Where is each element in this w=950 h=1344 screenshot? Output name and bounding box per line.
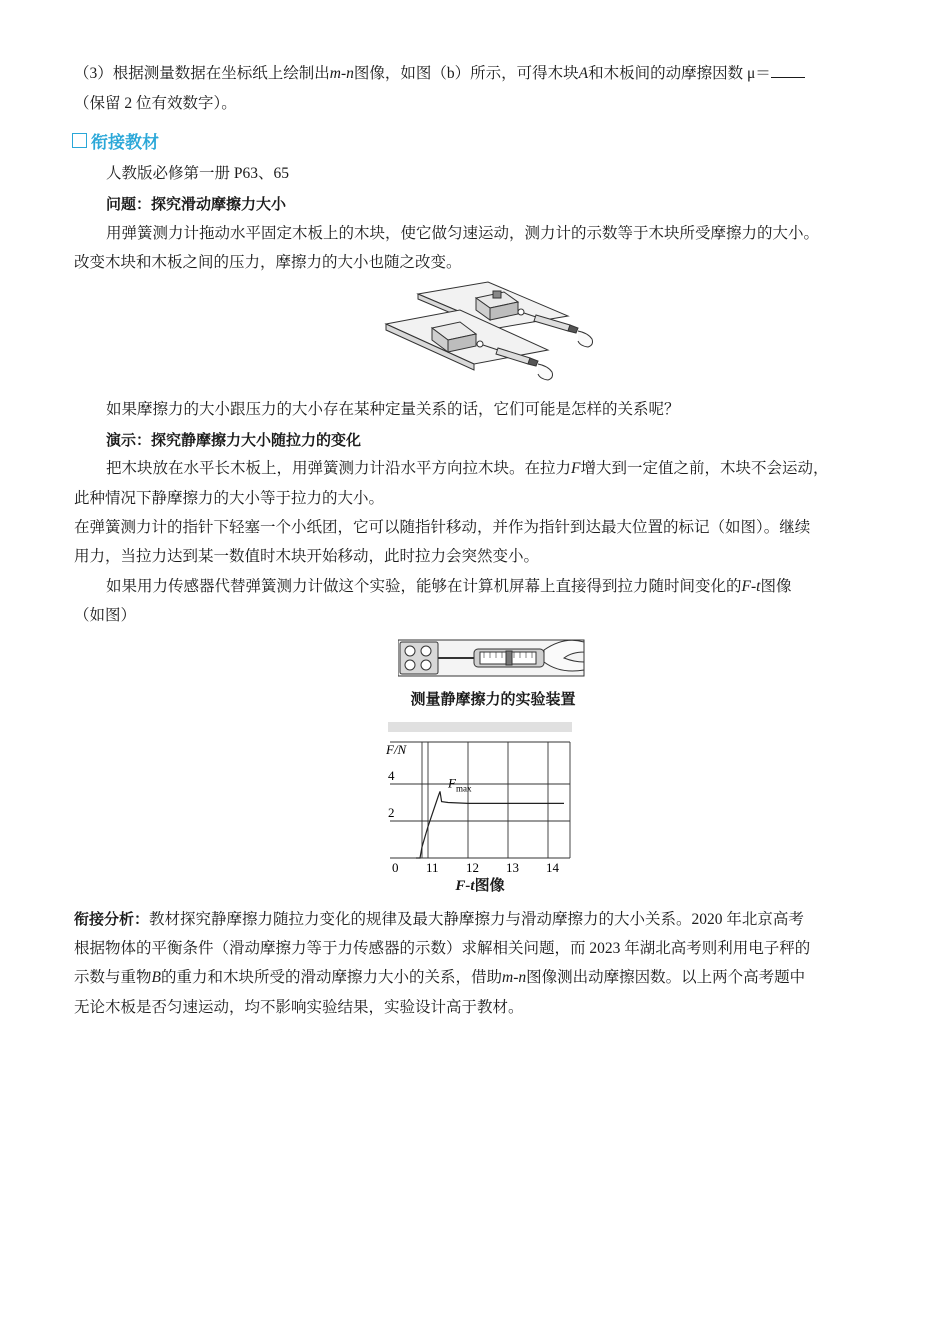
y-tick-label: 4 (388, 768, 395, 783)
ft-chart (380, 720, 580, 876)
problem-title: 问题：探究滑动摩擦力大小 (106, 195, 287, 213)
x-tick-label: 12 (466, 860, 479, 875)
y-axis-label: F/N (386, 742, 407, 757)
force-series-line (416, 791, 564, 858)
para3-line1: 如果用力传感器代替弹簧测力计做这个实验，能够在计算机屏幕上直接得到拉力随时间变化的F-t图像 (106, 578, 792, 595)
analysis-line3: 示数与重物B的重力和木块所受的滑动摩擦力大小的关系，借助m-n图像测出动摩擦因数。以上两个高考题中 (74, 969, 806, 986)
analysis-line1: 衔接分析：教材探究静摩擦力随拉力变化的规律及最大静摩擦力与滑动摩擦力的大小关系。2020 年北京高考 (74, 910, 804, 928)
para2-line3: 在弹簧测力计的指针下轻塞一个小纸团，它可以随指针移动，并作为指针到达最大位置的标记（如图）。继续 (74, 519, 811, 536)
checkbox-square-icon (72, 133, 87, 148)
chart-top-bar (388, 722, 572, 732)
demo-title: 演示：探究静摩擦力大小随拉力的变化 (106, 431, 362, 449)
x-tick-label: 14 (546, 860, 559, 875)
y-tick-label: 2 (388, 805, 395, 820)
x-tick-label: 11 (426, 860, 439, 875)
q3-line-2: （保留 2 位有效数字）。 (74, 95, 237, 112)
para2-line1: 把木块放在水平长木板上，用弹簧测力计沿水平方向拉木块。在拉力F增大到一定值之前，木块不会运动， (106, 460, 829, 477)
analysis-label: 衔接分析： (74, 910, 150, 928)
question-text: 如果摩擦力的大小跟压力的大小存在某种定量关系的话，它们可能是怎样的关系呢？ (106, 401, 680, 418)
textbook-ref: 人教版必修第一册 P63、65 (106, 165, 289, 182)
answer-blank[interactable] (771, 63, 805, 78)
para1-line1: 用弹簧测力计拖动水平固定木板上的木块，使它做匀速运动，测力计的示数等于木块所受摩擦力的大小。 (106, 225, 820, 242)
q3-line-1: （3）根据测量数据在坐标纸上绘制出m-n图像，如图（b）所示，可得木块A和木板间的动摩擦因数 μ＝ (74, 62, 886, 86)
x-tick-label: 0 (392, 860, 399, 875)
sliding-friction-figure (380, 276, 606, 384)
section-heading: 衔接教材 (72, 128, 159, 153)
para2-line4: 用力，当拉力达到某一数值时木块开始移动，此时拉力会突然变小。 (74, 548, 540, 565)
x-tick-label: 13 (506, 860, 519, 875)
apparatus-caption: 测量静摩擦力的实验装置 (410, 690, 576, 708)
analysis-line2: 根据物体的平衡条件（滑动摩擦力等于力传感器的示数）求解相关问题，而 2023 年湖北高考则利用电子秤的 (74, 940, 811, 957)
para3-line2: （如图） (74, 607, 137, 624)
analysis-line4: 无论木板是否匀速运动，均不影响实验结果，实验设计高于教材。 (74, 999, 524, 1016)
para1-line2: 改变木块和木板之间的压力，摩擦力的大小也随之改变。 (74, 254, 462, 271)
para2-line2: 此种情况下静摩擦力的大小等于拉力的大小。 (74, 490, 385, 507)
apparatus-figure (398, 634, 588, 682)
ft-caption: F-t图像 (455, 878, 505, 894)
fmax-annotation: $F_{max}$ (448, 775, 472, 794)
